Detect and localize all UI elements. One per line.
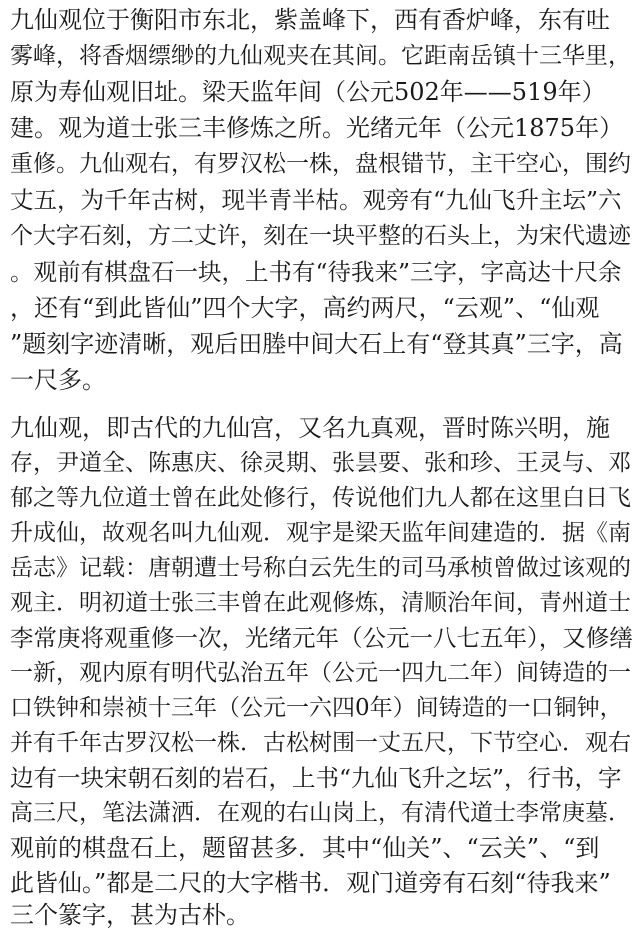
text-line: 李常庚将观重修一次，光绪元年（公元一八七五年），又修缮 bbox=[10, 624, 633, 652]
text-line: 口铁钟和崇祯十三年（公元一六四0年）间铸造的一口铜钟， bbox=[10, 695, 623, 721]
text-line: 。观前有棋盘石一块，上书有“待我来”三字，字高达十尺余 bbox=[10, 258, 622, 286]
text-line: 重修。九仙观右，有罗汉松一株，盘根错节，主干空心，围约 bbox=[10, 151, 631, 177]
text-line: 观主．明初道士张三丰曾在此观修炼，清顺治年间，青州道士 bbox=[10, 590, 631, 616]
text-line: 一尺多。 bbox=[10, 366, 106, 394]
text-line: 岳志》记载：唐朝遭士号称白云先生的司马承桢曾做过该观的 bbox=[10, 555, 631, 581]
text-line: 雾峰，将香烟缥缈的九仙观夹在其间。它距南岳镇十三华里， bbox=[10, 43, 631, 69]
text-line: 一新，观内原有明代弘治五年（公元一四九二年）间铸造的一 bbox=[10, 660, 631, 686]
text-line: 九仙观，即古代的九仙宫，又名九真观，晋时陈兴明，施 bbox=[10, 414, 610, 442]
text-line: 郁之等九位道士曾在此处修行，传说他们九人都在这里白日飞 bbox=[10, 485, 631, 511]
text-line: 原为寿仙观旧址。梁天监年间（公元502年——519年） bbox=[10, 78, 606, 106]
text-line: 存，尹道全、陈惠庆、徐灵期、张昙要、张和珍、王灵与、邓 bbox=[10, 450, 631, 476]
text-line: 此皆仙。”都是二尺的大字楷书．观门道旁有石刻“待我来” bbox=[10, 869, 611, 897]
text-line: ，还有“到此皆仙”四个大字，高约两尺，“云观”、“仙观 bbox=[10, 294, 600, 322]
text-line: 九仙观位于衡阳市东北，紫盖峰下，西有香炉峰，东有吐 bbox=[10, 6, 610, 34]
text-line: 个大字石刻，方二丈许，刻在一块平整的石头上，为宋代遗迹 bbox=[10, 223, 631, 249]
text-line: 三个篆字，甚为古朴。 bbox=[10, 901, 250, 929]
text-line: 高三尺，笔法潇洒．在观的右山岗上，有清代道士李常庚墓． bbox=[10, 800, 631, 826]
text-line: 观前的棋盘石上，题留甚多．其中“仙关”、“云关”、“到 bbox=[10, 834, 600, 862]
text-line: 丈五，为千年古树，现半青半枯。观旁有“九仙飞升主坛”六 bbox=[10, 186, 622, 214]
text-line: 建。观为道士张三丰修炼之所。光绪元年（公元1875年） bbox=[10, 114, 624, 142]
text-line: 升成仙，故观名叫九仙观．观宇是梁天监年间建造的．据《南 bbox=[10, 520, 631, 546]
text-line: 边有一块宋朝石刻的岩石，上书“九仙飞升之坛”，行书，字 bbox=[10, 764, 622, 792]
text-line: 并有千年古罗汉松一株．古松树围一丈五尺，下节空心．观右 bbox=[10, 730, 631, 756]
text-line: ”题刻字迹清晰，观后田塍中间大石上有“登其真”三字，高 bbox=[10, 330, 623, 358]
